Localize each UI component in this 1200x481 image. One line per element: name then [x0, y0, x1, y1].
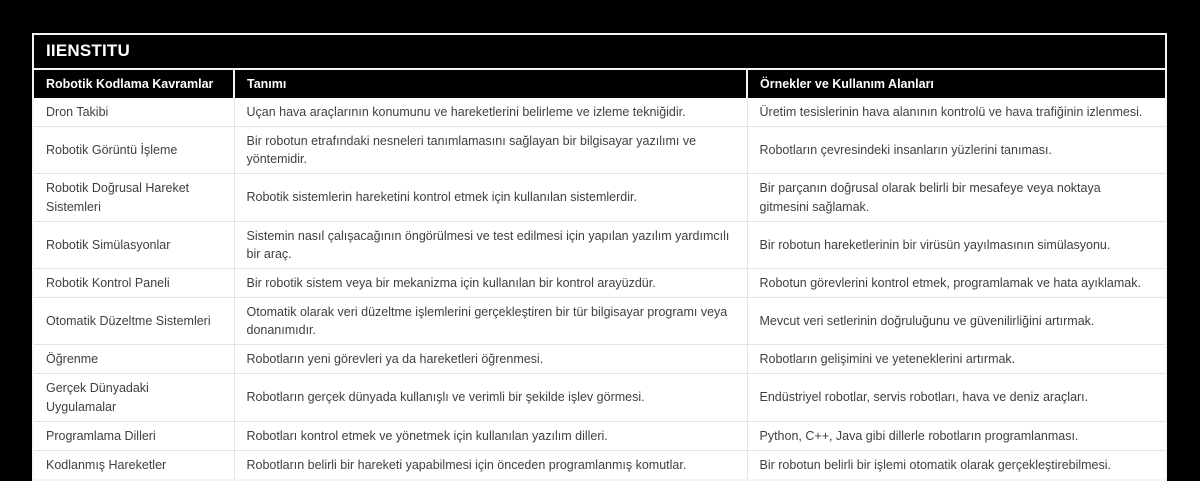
- definition-cell: Robotların belirli bir hareketi yapabilmesi için önceden programlanmış komutlar.: [234, 450, 747, 479]
- column-header-concepts: Robotik Kodlama Kavramlar: [34, 70, 234, 98]
- concepts-table: [34, 70, 1165, 479]
- table-row: [34, 127, 1165, 174]
- concept-cell: Robotik Doğrusal Hareket Sistemleri: [34, 174, 234, 221]
- examples-cell: Python, C++, Java gibi dillerle robotların programlanması.: [747, 421, 1165, 450]
- examples-cell: Mevcut veri setlerinin doğruluğunu ve güvenilirliğini artırmak.: [747, 298, 1165, 345]
- definition-cell: Sistemin nasıl çalışacağının öngörülmesi ve test edilmesi için yapılan yazılım yardımcılı bir araç.: [234, 221, 747, 268]
- table-row: [34, 98, 1165, 127]
- concept-cell: Öğrenme: [34, 345, 234, 374]
- table-body: [34, 98, 1165, 479]
- examples-cell: Endüstriyel robotlar, servis robotları, hava ve deniz araçları.: [747, 374, 1165, 421]
- examples-cell: Robotların çevresindeki insanların yüzlerini tanıması.: [747, 127, 1165, 174]
- table-row: [34, 268, 1165, 297]
- concept-cell: Robotik Görüntü İşleme: [34, 127, 234, 174]
- definition-cell: Robotik sistemlerin hareketini kontrol etmek için kullanılan sistemlerdir.: [234, 174, 747, 221]
- table-row: [34, 345, 1165, 374]
- page-title: IIENSTITU: [34, 35, 1165, 70]
- table-header-row: [34, 70, 1165, 98]
- definition-cell: Robotların yeni görevleri ya da hareketleri öğrenmesi.: [234, 345, 747, 374]
- examples-cell: Bir robotun hareketlerinin bir virüsün yayılmasının simülasyonu.: [747, 221, 1165, 268]
- concept-cell: Kodlanmış Hareketler: [34, 450, 234, 479]
- concept-cell: Robotik Simülasyonlar: [34, 221, 234, 268]
- examples-cell: Robotların gelişimini ve yeteneklerini artırmak.: [747, 345, 1165, 374]
- concept-cell: Robotik Kontrol Paneli: [34, 268, 234, 297]
- column-header-examples: Örnekler ve Kullanım Alanları: [747, 70, 1165, 98]
- content-card: [32, 33, 1167, 481]
- table-row: [34, 174, 1165, 221]
- table-row: [34, 374, 1165, 421]
- table-row: [34, 221, 1165, 268]
- definition-cell: Robotları kontrol etmek ve yönetmek için kullanılan yazılım dilleri.: [234, 421, 747, 450]
- definition-cell: Uçan hava araçlarının konumunu ve hareketlerini belirleme ve izleme tekniğidir.: [234, 98, 747, 127]
- definition-cell: Bir robotun etrafındaki nesneleri tanımlamasını sağlayan bir bilgisayar yazılımı ve yöntemidir.: [234, 127, 747, 174]
- concept-cell: Otomatik Düzeltme Sistemleri: [34, 298, 234, 345]
- definition-cell: Otomatik olarak veri düzeltme işlemlerini gerçekleştiren bir tür bilgisayar programı veya donanımıdır.: [234, 298, 747, 345]
- definition-cell: Bir robotik sistem veya bir mekanizma için kullanılan bir kontrol arayüzdür.: [234, 268, 747, 297]
- column-header-definition: Tanımı: [234, 70, 747, 98]
- examples-cell: Bir robotun belirli bir işlemi otomatik olarak gerçekleştirebilmesi.: [759, 457, 1112, 472]
- concept-cell: Gerçek Dünyadaki Uygulamalar: [34, 374, 234, 421]
- examples-cell: Üretim tesislerinin hava alanının kontrolü ve hava trafiğinin izlenmesi.: [747, 98, 1165, 127]
- definition-cell: Robotların gerçek dünyada kullanışlı ve verimli bir şekilde işlev görmesi.: [234, 374, 747, 421]
- table-row: [34, 298, 1165, 345]
- examples-cell: Robotun görevlerini kontrol etmek, programlamak ve hata ayıklamak.: [747, 268, 1165, 297]
- concept-cell: Dron Takibi: [34, 98, 234, 127]
- table-row: [34, 421, 1165, 450]
- table-row: [34, 450, 1165, 479]
- examples-cell: Bir parçanın doğrusal olarak belirli bir mesafeye veya noktaya gitmesini sağlamak.: [747, 174, 1165, 221]
- concept-cell: Programlama Dilleri: [34, 421, 234, 450]
